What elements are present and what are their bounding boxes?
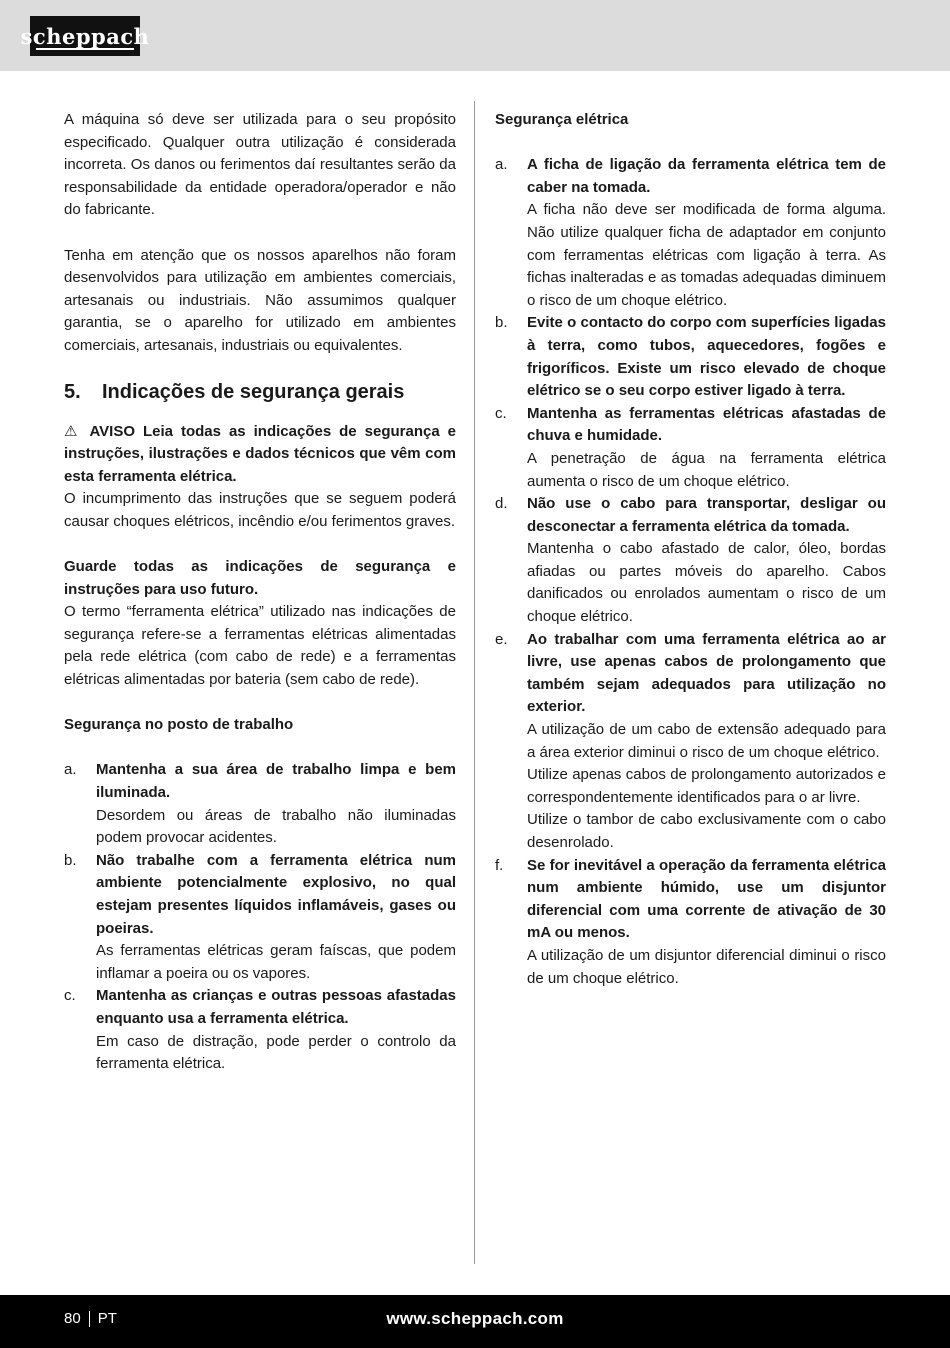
website-link[interactable] xyxy=(0,1295,950,1342)
list-item-bold: Mantenha as ferramentas elétricas afastadas de chuva e humidade. xyxy=(527,404,886,445)
workplace-safety-heading: Segurança no posto de trabalho xyxy=(64,716,294,734)
list-item xyxy=(495,493,886,629)
section-heading xyxy=(64,374,456,411)
list-item-letter: b. xyxy=(495,314,508,332)
list-item xyxy=(495,629,886,855)
list-item-text: Em caso de distração, pode perder o controlo da ferramenta elétrica. xyxy=(96,1032,456,1073)
list-item-text: Utilize apenas cabos de prolongamento autorizados e correspondentemente identificados para o ar livre. xyxy=(527,766,886,806)
warning-bold-text: AVISO Leia todas as indicações de segurança e instruções, ilustrações e dados técnicos que vêm com esta ferramenta elétrica. xyxy=(64,422,456,485)
commercial-use-paragraph: Tenha em atenção que os nossos aparelhos não foram desenvolvidos para utilização em ambientes comerciais, artesanais ou industriais. Não assumimos qualquer garantia, se o aparelho for utilizado em ambientes comerciais, artesanais, industriais ou equivalentes. xyxy=(64,246,456,354)
list-item xyxy=(64,850,456,986)
list-item-text: A utilização de um cabo de extensão adequado para a área exterior diminui o risco de um choque elétrico. xyxy=(527,721,886,761)
intended-use-paragraph: A máquina só deve ser utilizada para o seu propósito especificado. Qualquer outra utilização é considerada incorreta. Os danos ou ferimentos daí resultantes serão da responsabilidade da entidade operadora/operador e não do fabricante. xyxy=(64,111,456,219)
list-item-letter: a. xyxy=(64,761,77,779)
warning-text: O incumprimento das instruções que se seguem poderá causar choques elétricos, incêndio e/ou ferimentos graves. xyxy=(64,490,456,530)
list-item-text: Desordem ou áreas de trabalho não iluminadas podem provocar acidentes. xyxy=(96,806,456,847)
header-band xyxy=(0,0,950,71)
list-item-bold: Evite o contacto do corpo com superfícies ligadas à terra, como tubos, aquecedores, fogões e frigoríficos. Existe um risco elevado de choque elétrico se o seu corpo estiver ligado à terra. xyxy=(527,314,886,400)
right-column xyxy=(495,109,886,990)
list-item xyxy=(495,154,886,312)
list-item-bold: Não use o cabo para transportar, desligar ou desconectar a ferramenta elétrica da tomada. xyxy=(527,495,886,535)
list-item xyxy=(495,403,886,493)
keep-instructions-heading: Guarde todas as indicações de segurança e instruções para uso futuro. xyxy=(64,558,456,598)
list-item-letter: a. xyxy=(495,156,508,174)
list-item-bold: Não trabalhe com a ferramenta elétrica num ambiente potencialmente explosivo, no qual estejam presentes líquidos inflamáveis, gases ou poeiras. xyxy=(96,851,456,937)
list-item-bold: Se for inevitável a operação da ferramenta elétrica num ambiente húmido, use um disjuntor diferencial com uma corrente de ativação de 30 mA ou menos. xyxy=(527,856,886,942)
list-item-bold: Mantenha as crianças e outras pessoas afastadas enquanto usa a ferramenta elétrica. xyxy=(96,987,456,1027)
list-item xyxy=(495,855,886,991)
list-item-bold: Mantenha a sua área de trabalho limpa e bem iluminada. xyxy=(96,761,456,802)
list-item-letter: c. xyxy=(64,987,76,1005)
warning-paragraph xyxy=(64,421,456,489)
list-item-text: A utilização de um disjuntor diferencial diminui o risco de um choque elétrico. xyxy=(527,946,886,987)
page-number: 80 xyxy=(64,1310,81,1327)
logo-text: scheppach xyxy=(20,23,150,49)
list-item xyxy=(64,759,456,849)
language-code: PT xyxy=(97,1310,117,1327)
section-title: Indicações de segurança gerais xyxy=(102,380,405,403)
footer-band xyxy=(0,1295,950,1348)
scheppach-logo xyxy=(20,16,150,56)
warning-triangle-icon: ⚠ xyxy=(64,422,78,440)
column-divider xyxy=(474,101,475,1264)
section-number: 5. xyxy=(64,380,81,403)
left-column xyxy=(64,109,456,1076)
list-item-bold: A ficha de ligação da ferramenta elétrica tem de caber na tomada. xyxy=(527,156,886,196)
list-item-letter: d. xyxy=(495,495,508,513)
logo-underline xyxy=(36,48,134,50)
power-tool-definition: O termo “ferramenta elétrica” utilizado nas indicações de segurança refere-se a ferramentas elétricas alimentadas pela rede elétrica (com cabo de rede) e a ferramentas elétricas alimentadas por bateria (sem cabo de rede). xyxy=(64,603,456,689)
list-item-text: Mantenha o cabo afastado de calor, óleo, bordas afiadas ou partes móveis do aparelho. Cabos danificados ou enrolados aumentam o risco de um choque elétrico. xyxy=(527,540,886,626)
website-url[interactable]: www.scheppach.com xyxy=(386,1308,564,1328)
list-item-letter: f. xyxy=(495,856,504,874)
list-item-letter: b. xyxy=(64,851,77,869)
list-item-letter: c. xyxy=(495,404,507,422)
list-item-letter: e. xyxy=(495,630,508,648)
list-item xyxy=(64,985,456,1075)
list-item-bold: Ao trabalhar com uma ferramenta elétrica ao ar livre, use apenas cabos de prolongamento que também sejam adequados para utilização no exterior. xyxy=(527,630,886,716)
list-item-text: A penetração de água na ferramenta elétrica aumenta o risco de um choque elétrico. xyxy=(527,449,886,490)
electrical-safety-heading: Segurança elétrica xyxy=(495,111,629,128)
list-item-text: A ficha não deve ser modificada de forma alguma. Não utilize qualquer ficha de adaptador em conjunto com ferramentas elétricas com ligação à terra. As fichas inalteradas e as tomadas adequadas diminuem o risco de um choque elétrico. xyxy=(527,201,886,309)
list-item xyxy=(495,312,886,402)
list-item-text: As ferramentas elétricas geram faíscas, que podem inflamar a poeira ou os vapores. xyxy=(96,942,456,982)
list-item-text: Utilize o tambor de cabo exclusivamente com o cabo desenrolado. xyxy=(527,811,886,851)
